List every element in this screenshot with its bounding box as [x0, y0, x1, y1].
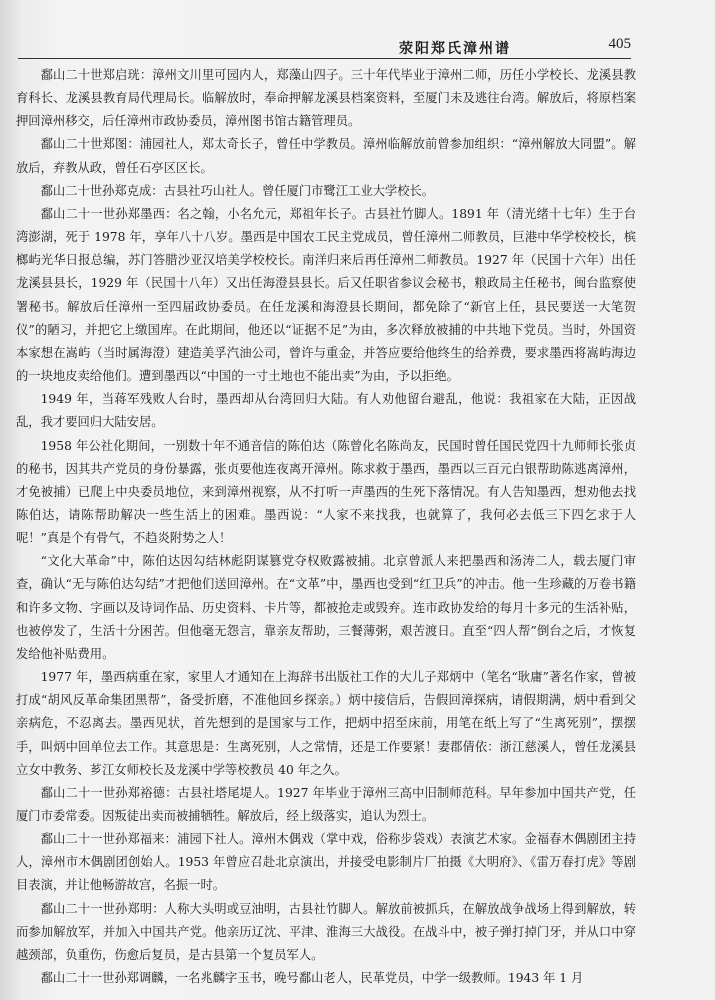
- paragraph: 鄱山二十一世孙郑明：人称大头明或豆油明，古县社竹脚人。解放前被抓兵，在解放战争战场上得到解放，转而参加解放军，并加入中国共产党。他亲历辽沈、平津、淮海三大战役。在战斗中，被子弹打掉门牙，并从口中穿越颈部，负重伤，伤愈后复员，是古县第一个复员军人。: [16, 901, 636, 962]
- paragraph: “文化大革命”中，陈伯达因勾结林彪阴谋篡党夺权败露被捕。北京曾派人来把墨西和汤涛二人，载去厦门审查，确认“无与陈伯达勾结”才把他们送回漳州。在“文革”中，墨西也受到“红卫兵”的冲击。他一生珍藏的万卷书籍和许多文物、字画以及诗词作品、历史资料、卡片等，都被抢走或毁弃。连市政协发给的每月十多元的生活补贴，也被停发了，生活十分困苦。但他毫无怨言，靠亲友帮助，三餐薄粥，艰苦渡日。直至“四人帮”倒台之后，才恢复发给他补贴费用。: [16, 554, 636, 661]
- paragraph: 鄱山二十一世孙郑调麟，一名兆麟字玉书，晚号鄱山老人，民革党员，中学一级教师。1943 年 1 月: [40, 971, 584, 986]
- paragraph: 鄱山二十一世孙郑裕德：古县社塔尾堤人。1927 年毕业于漳州三高中旧制师范科。早年参加中国共产党，任厦门市委常委。因叛徒出卖而被捕牺牲。解放后，经上级落实，追认为烈士。: [16, 785, 636, 823]
- paragraph: 鄱山二十世郑图：浦园社人，郑太奇长子，曾任中学教员。漳州临解放前曾参加组织：“漳州解放大同盟”。解放后，弃教从政，曾任石亭区区长。: [16, 137, 636, 175]
- paragraph: 1949 年，当蒋军残败人台时，墨西却从台湾回归大陆。有人劝他留台避乱，他说：我祖家在大陆，正因战乱，我才要回归大陆安居。: [16, 392, 636, 430]
- paragraph: 1958 年公社化期间，一别数十年不通音信的陈伯达（陈曾化名陈尚友，民国时曾任国民党四十九师师长张贞的秘书，因其共产党员的身份暴露，张贞要他连夜离开漳州。陈求救于墨西，墨西以三百元白银帮助陈逃离漳州，才免被捕）已爬上中央委员地位，来到漳州视察，从不打听一声墨西的生死下落情况。有人告知墨西，想劝他去找陈伯达，请陈帮助解决一些生活上的困难。墨西说：“人家不来找我，也就算了，我何必去低三下四乞求于人呢！”真是个有骨气，不趋炎附势之人！: [16, 438, 636, 546]
- page-number: 405: [608, 36, 631, 52]
- paragraph: 鄱山二十一世孙郑福来：浦园下社人。漳州木偶戏（掌中戏，俗称步袋戏）表演艺术家。金福春木偶剧团主持人，漳州市木偶剧团创始人。1953 年曾应召赴北京演出，并接受电影制片厂拍摄《大明府》、《雷万春打虎》等剧目表演，并让他畅游故宫，名振一时。: [16, 832, 636, 893]
- paragraph: 1977 年，墨西病重在家，家里人才通知在上海辞书出版社工作的大儿子郑炳中（笔名“耿庸”著名作家，曾被打成“胡风反革命集团黑帮”，备受折磨，不准他回乡探亲。）炳中接信后，告假回漳探病，请假期满，炳中看到父亲病危，不忍离去。墨西见状，首先想到的是国家与工作，把炳中招至床前，用笔在纸上写了“生离死别”，摆摆手，叫炳中回单位去工作。其意思是：生离死别，人之常情，还是工作要紧！妻郡倩依：浙江慈溪人，曾任龙溪县立女中教务、芗江女师校长及龙溪中学等校教员 40 年之久。: [16, 670, 636, 777]
- running-header: [18, 36, 631, 59]
- paragraph: 鄱山二十世孙郑克成：古县社巧山社人。曾任厦门市鹭江工业大学校长。: [40, 183, 435, 198]
- paragraph: 鄱山二十一世孙郑墨西：名之翰，小名允元，郑祖年长子。古县社竹脚人。1891 年（清光绪十七年）生于台湾澎湖，死于 1978 年，享年八十八岁。墨西是中国农工民主党成员，曾任漳州二师教员，巨港中华学校校长，槟榔屿光华日报总编，苏门答腊沙亚汉培美学校校长。南洋归来后再任漳州二师教员。1927 年（民国十六年）出任龙溪县县长，1929 年（民国十八年）又出任海澄县县长。后又任职省参议会秘书，粮政局主任秘书，闽台监察使署秘书。解放后任漳州一至四届政协委员。在任龙溪和海澄县长期间，都免除了“新官上任，县民要送一大笔贺仪”的陋习，并把它上缴国库。在此期间，他还以“证据不足”为由，多次释放被捕的中共地下党员。当时，外国资本家想在嵩屿（当时属海澄）建造美孚汽油公司，曾许与重金，并答应要给他终生的给养费，要求墨西将嵩屿海边的一块地皮卖给他们。遭到墨西以“中国的一寸土地也不能出卖”为由，予以拒绝。: [16, 206, 636, 384]
- header-title: 荥阳郑氏漳州谱: [399, 41, 511, 57]
- paragraph: 鄱山二十世郑启珖：漳州文川里可园内人，郑藻山四子。三十年代毕业于漳州二师，历任小学校长、龙溪县教育科长、龙溪县教育局代理局长。临解放时，奉命押解龙溪县档案资料，至厦门未及逃往台湾。解放后，将原档案押回漳州移交，后任漳州市政协委员，漳州图书馆古籍管理员。: [16, 68, 636, 129]
- body-text: [16, 64, 636, 990]
